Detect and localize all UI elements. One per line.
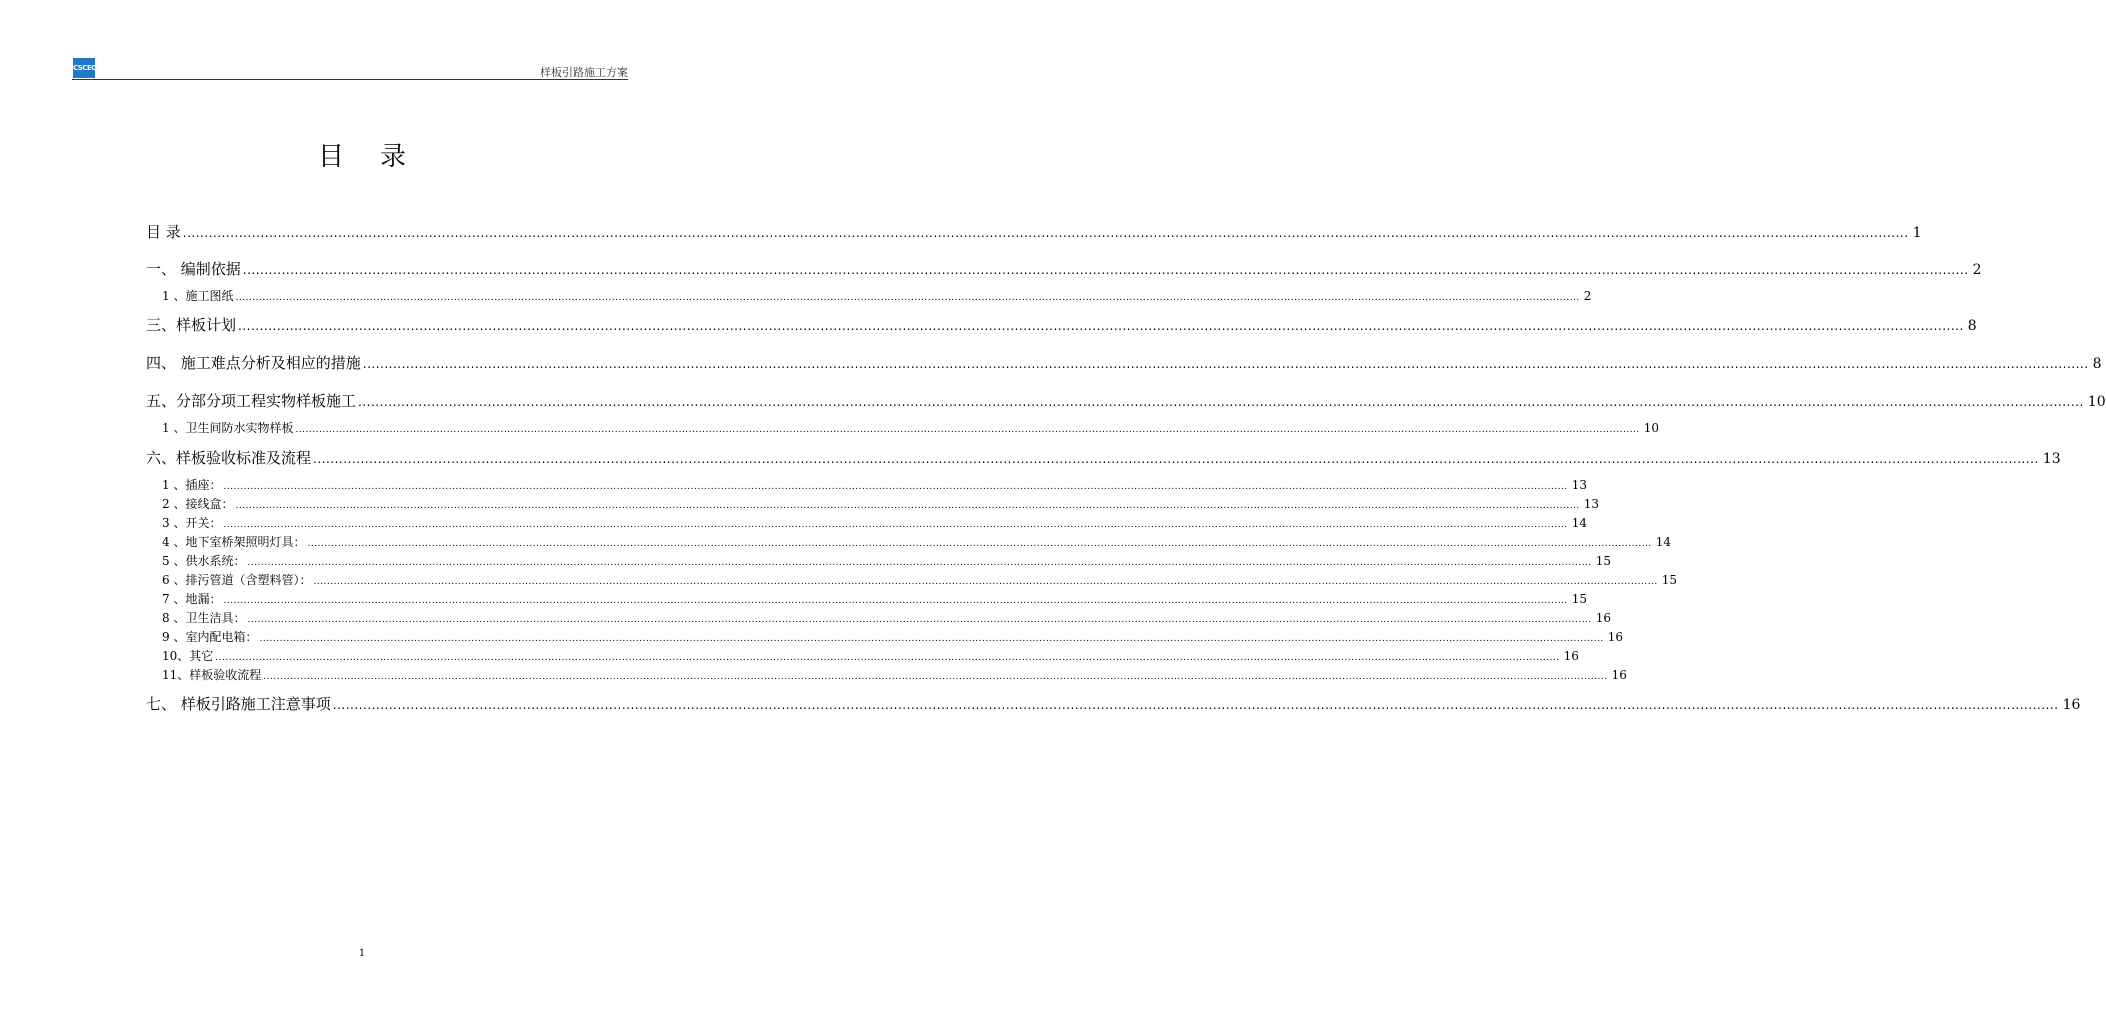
- toc-entry-page: 1: [1912, 225, 1922, 241]
- toc-entry-label: 2 、接线盒：: [162, 497, 234, 511]
- toc-entry[interactable]: [146, 390, 2106, 411]
- toc-entry[interactable]: [162, 571, 1678, 588]
- toc-entry-label: 五、分部分项工程实物样板施工: [146, 392, 357, 410]
- toc-entry-label: 七、 样板引路施工注意事项: [146, 695, 331, 713]
- toc-leader-dots: ................................................................................................................................................................................................................................................................................................................................................................................................................: [223, 482, 1568, 492]
- toc-entry-page: 14: [1571, 516, 1588, 530]
- toc-leader-dots: ................................................................................................................................................................................................................................................................................................................................................................................................................: [247, 558, 1592, 568]
- toc-leader-dots: ................................................................................................................................................................................................................................................................................................................................................................................................................: [247, 615, 1592, 625]
- toc-leader-dots: ................................................................................................................................................................................................................................................................................................................................................................................................................: [223, 596, 1568, 606]
- toc-entry-page: 10: [1643, 421, 1660, 435]
- toc-entry-page: 16: [1607, 630, 1624, 644]
- toc-leader-dots: ................................................................................................................................................................................................................................................................................................................................................................................................................: [313, 577, 1658, 587]
- toc-entry-label: 目 录: [146, 223, 181, 241]
- toc-entry-page: 14: [1655, 535, 1672, 549]
- page-number: 1: [358, 948, 366, 959]
- toc-entry-label: 3 、开关：: [162, 516, 222, 530]
- toc-entry-page: 16: [2062, 697, 2081, 713]
- toc-entry-page: 13: [2042, 451, 2061, 467]
- toc-entry[interactable]: [146, 447, 2061, 468]
- toc-entry-label: 四、 施工难点分析及相应的措施: [146, 354, 361, 372]
- toc-entry-label: 9 、室内配电箱：: [162, 630, 258, 644]
- toc-entry-page: 15: [1661, 573, 1678, 587]
- toc-entry-page: 8: [2092, 356, 2102, 372]
- toc-entry[interactable]: [162, 287, 1592, 304]
- toc-entry[interactable]: [162, 533, 1672, 550]
- toc-entry[interactable]: [162, 647, 1579, 664]
- toc-entry[interactable]: [146, 314, 1977, 335]
- toc-entry-label: 7 、地漏：: [162, 592, 222, 606]
- toc-entry-label: 六、样板验收标准及流程: [146, 449, 312, 467]
- toc-entry-label: 三、样板计划: [146, 316, 237, 334]
- toc-entry-label: 4 、地下室桥架照明灯具：: [162, 535, 306, 549]
- toc-leader-dots: ................................................................................................................................................................................................................................................................................................................................................................................................................: [307, 539, 1652, 549]
- toc-entry[interactable]: [162, 514, 1588, 531]
- toc-entry-label: 8 、卫生洁具：: [162, 611, 246, 625]
- toc-leader-dots: ................................................................................................................................................................................................................................................................................................................................................................................................................: [295, 425, 1640, 435]
- toc-leader-dots: ................................................................................................................................................................................................................................................................................................................................................................................................................: [182, 226, 1909, 240]
- doc-title: 目录: [317, 142, 442, 172]
- toc-leader-dots: ................................................................................................................................................................................................................................................................................................................................................................................................................: [235, 293, 1580, 303]
- toc-leader-dots: ................................................................................................................................................................................................................................................................................................................................................................................................................: [242, 263, 1969, 277]
- toc-leader-dots: ................................................................................................................................................................................................................................................................................................................................................................................................................: [259, 634, 1604, 644]
- toc-entry[interactable]: [162, 552, 1612, 569]
- toc-entry-label: 11、样板验收流程: [162, 668, 262, 682]
- toc-entry-label: 10、其它: [162, 649, 214, 663]
- toc-entry[interactable]: [162, 476, 1588, 493]
- toc-entry-page: 2: [1583, 289, 1592, 303]
- toc-entry[interactable]: [162, 628, 1624, 645]
- toc-entry[interactable]: [146, 693, 2081, 714]
- toc-entry[interactable]: [162, 590, 1588, 607]
- toc-entry[interactable]: [162, 419, 1660, 436]
- toc-leader-dots: ................................................................................................................................................................................................................................................................................................................................................................................................................: [235, 501, 1580, 511]
- toc-entry[interactable]: [146, 258, 1982, 279]
- toc-entry-label: 一、 编制依据: [146, 260, 241, 278]
- toc-entry[interactable]: [162, 666, 1627, 683]
- toc-entry-label: 5 、供水系统：: [162, 554, 246, 568]
- company-logo: CSCEC: [73, 58, 95, 78]
- toc-entry-label: 1 、施工图纸: [162, 289, 234, 303]
- toc-entry-page: 15: [1595, 554, 1612, 568]
- toc-entry-label: 1 、卫生间防水实物样板: [162, 421, 294, 435]
- toc-leader-dots: ................................................................................................................................................................................................................................................................................................................................................................................................................: [238, 319, 1964, 333]
- toc-entry-page: 15: [1571, 592, 1588, 606]
- toc-entry[interactable]: [162, 609, 1612, 626]
- toc-entry-page: 16: [1595, 611, 1612, 625]
- toc-entry-page: 13: [1571, 478, 1588, 492]
- toc-leader-dots: ................................................................................................................................................................................................................................................................................................................................................................................................................: [215, 653, 1560, 663]
- toc-entry-page: 13: [1583, 497, 1600, 511]
- toc-entry[interactable]: [162, 495, 1600, 512]
- toc-leader-dots: ................................................................................................................................................................................................................................................................................................................................................................................................................: [223, 520, 1568, 530]
- toc-entry-page: 16: [1563, 649, 1579, 663]
- header-title: 样板引路施工方案: [540, 66, 628, 79]
- toc-leader-dots: ................................................................................................................................................................................................................................................................................................................................................................................................................: [362, 357, 2089, 371]
- toc-entry-page: 10: [2087, 394, 2106, 410]
- toc-entry-page: 2: [1972, 262, 1982, 278]
- toc-entry[interactable]: [146, 221, 1922, 242]
- toc-leader-dots: ................................................................................................................................................................................................................................................................................................................................................................................................................: [358, 395, 2084, 409]
- toc-entry-page: 8: [1967, 318, 1977, 334]
- toc-entry-page: 16: [1611, 668, 1627, 682]
- toc-leader-dots: ................................................................................................................................................................................................................................................................................................................................................................................................................: [263, 672, 1608, 682]
- toc-entry[interactable]: [146, 352, 2102, 373]
- toc-leader-dots: ................................................................................................................................................................................................................................................................................................................................................................................................................: [313, 452, 2039, 466]
- header-rule: [72, 79, 628, 80]
- toc-leader-dots: ................................................................................................................................................................................................................................................................................................................................................................................................................: [332, 698, 2059, 712]
- toc-entry-label: 1 、插座：: [162, 478, 222, 492]
- toc-entry-label: 6 、排污管道（含塑料管）：: [162, 573, 312, 587]
